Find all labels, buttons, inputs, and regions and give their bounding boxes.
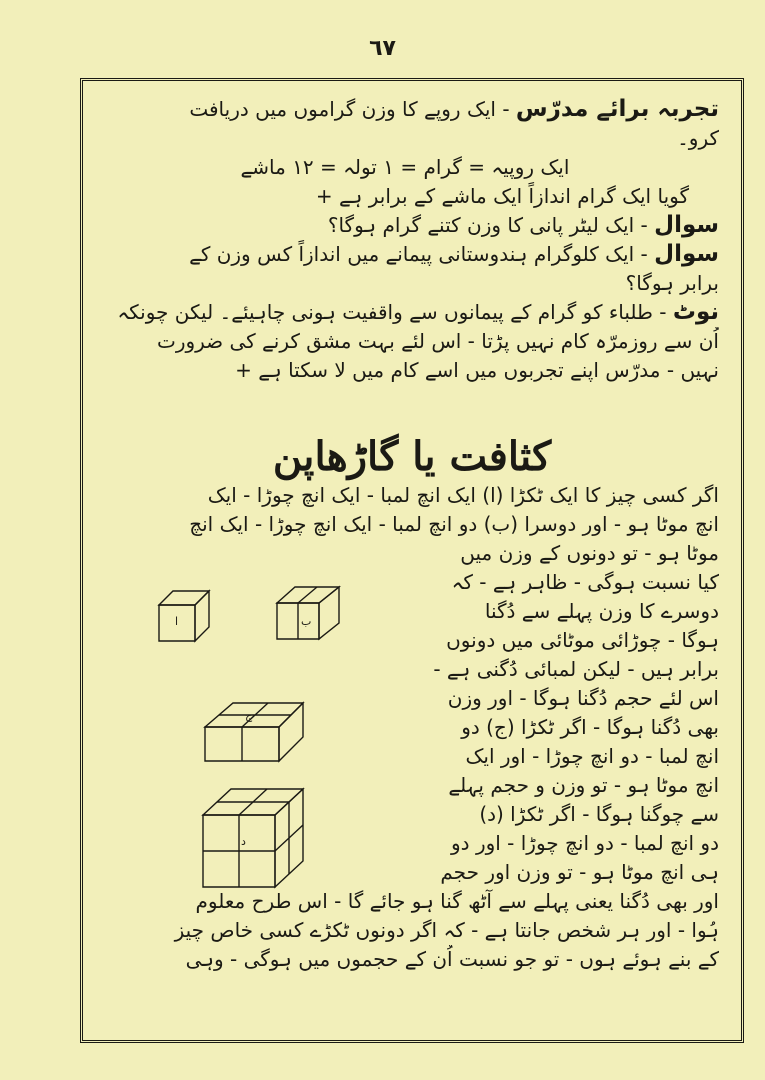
intro-line: ایک روپیہ = گرام = ۱ تولہ = ۱۲ ماشے [240, 155, 570, 179]
intro-line: برابر ہوگا؟ [625, 271, 719, 295]
label-b: ب [301, 615, 312, 628]
intro-block [91, 95, 719, 385]
intro-line: تجربہ برائے مدرّس - ایک روپے کا وزن گراموں میں دریافت [189, 96, 719, 122]
intro-line: سوال - ایک کلوگرام ہندوستانی پیمانے میں اندازاً کس وزن کے [189, 241, 719, 267]
body-line: بھی دُگنا ہوگا - اگر ٹکڑا (ج) دو [461, 715, 719, 739]
page-frame [80, 78, 744, 1043]
body-line: انچ موٹا ہو - اور دوسرا (ب) دو انچ لمبا - ایک انچ چوڑا - ایک انچ [189, 512, 719, 536]
intro-line: کرو۔ [677, 126, 719, 150]
body-full-block [91, 481, 719, 568]
label-d: د [241, 835, 246, 848]
body-line: سے چوگنا ہوگا - اگر ٹکڑا (د) [479, 802, 719, 826]
label-a: ا [175, 615, 179, 628]
intro-line: سوال - ایک لیٹر پانی کا وزن کتنے گرام ہوگا؟ [327, 212, 719, 238]
section-heading: کثافت یا گاڑھاپن [272, 433, 552, 480]
cube-b [277, 587, 339, 639]
intro-line: نوٹ - طلباء کو گرام کے پیمانوں سے واقفیت ہونی چاہیئے۔ لیکن چونکہ [117, 299, 719, 325]
intro-line: نہیں - مدرّس اپنے تجربوں میں اسے کام میں لا سکتا ہے + [235, 358, 719, 382]
body-line: دو انچ لمبا - دو انچ چوڑا - اور دو [451, 831, 719, 855]
body-line: ہی انچ موٹا ہو - تو وزن اور حجم [440, 860, 719, 884]
body-line: دوسرے کا وزن پہلے سے دُگنا [484, 599, 719, 623]
body-line: انچ موٹا ہو - تو وزن و حجم پہلے [448, 773, 719, 797]
label-c: ج [245, 709, 253, 722]
cube-d [203, 789, 303, 887]
intro-line: گویا ایک گرام اندازاً ایک ماشے کے برابر ہے + [315, 184, 689, 208]
cubes-figure [153, 581, 413, 911]
body-line: برابر ہیں - لیکن لمبائی دُگنی ہے - [433, 657, 719, 681]
body-line: اس لئے حجم دُگنا ہوگا - اور وزن [447, 686, 719, 710]
body-line: ہُوا - اور ہر شخص جانتا ہے - کہ اگر دونوں ٹکڑے کسی خاص چیز [174, 918, 719, 942]
cube-c [205, 703, 303, 761]
page-number: ٦٧ [369, 36, 396, 61]
body-line: موٹا ہو - تو دونوں کے وزن میں [460, 541, 719, 565]
body-line: انچ لمبا - دو انچ چوڑا - اور ایک [465, 744, 719, 768]
cube-a [159, 591, 209, 641]
body-line: اگر کسی چیز کا ایک ٹکڑا (ا) ایک انچ لمبا - ایک انچ چوڑا - ایک [207, 483, 719, 507]
intro-line: اُن سے روزمرّہ کام نہیں پڑتا - اس لئے بہت مشق کرنے کی ضرورت [156, 329, 719, 353]
body-line: اور بھی دُگنا یعنی پہلے سے آٹھ گنا ہو جائے گا - اس طرح معلوم [195, 889, 719, 913]
cube-illustrations [153, 581, 413, 941]
body-line: کے بنے ہوئے ہوں - تو جو نسبت اُن کے حجموں میں ہوگی - وہی [185, 947, 719, 971]
body-line: ہوگا - چوڑائی موٹائی میں دونوں [446, 628, 719, 652]
body-line: کیا نسبت ہوگی - ظاہر ہے - کہ [451, 570, 719, 594]
